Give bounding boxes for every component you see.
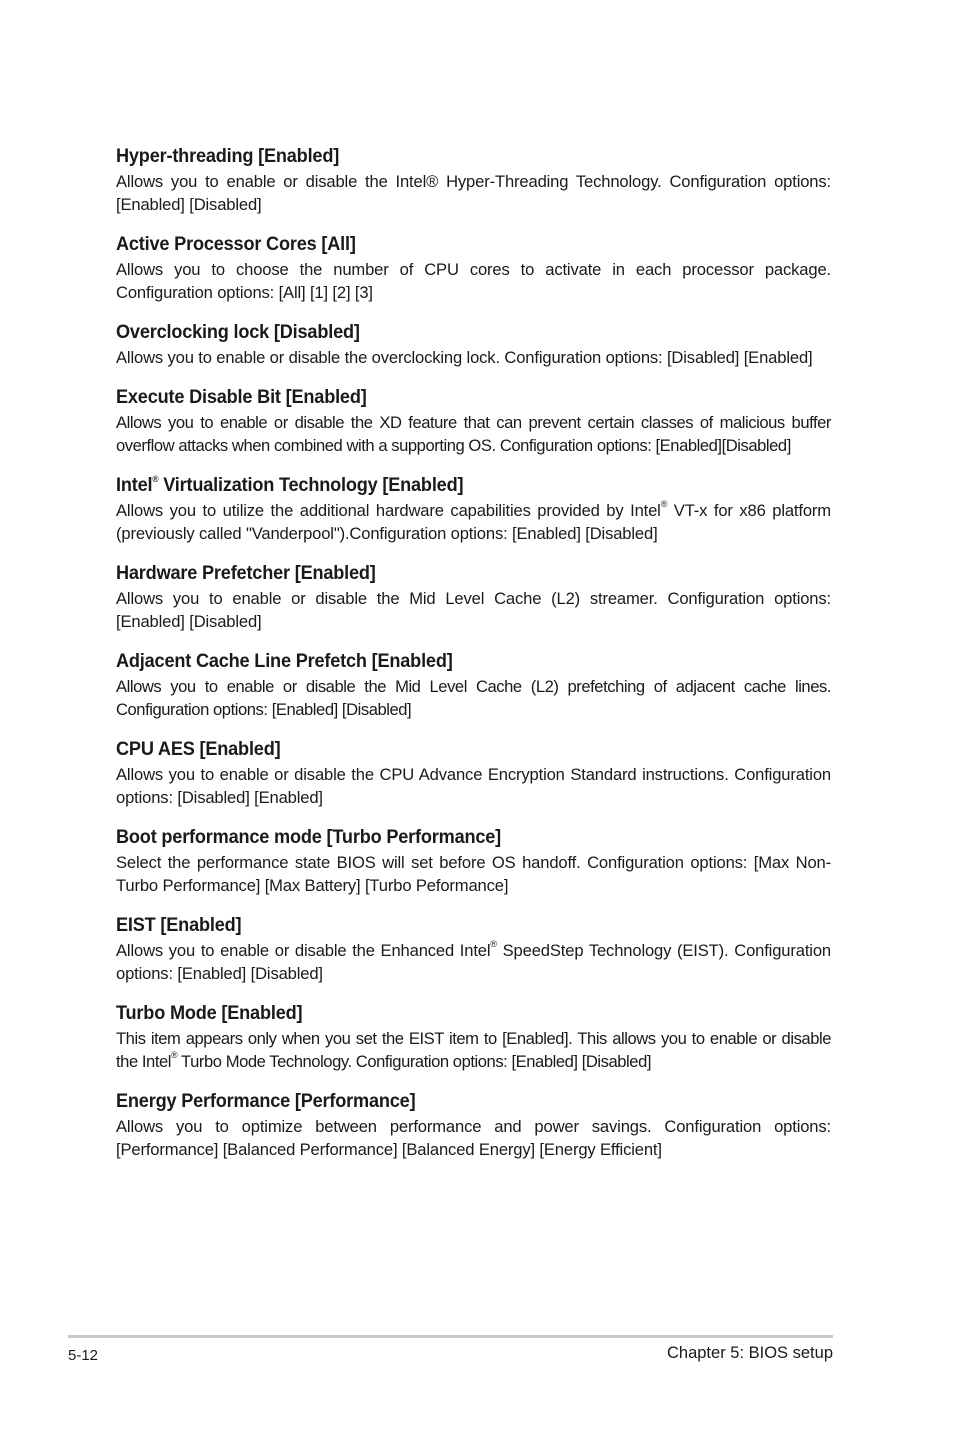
document-content [116,143,831,1176]
section-description: Allows you to enable or disable the Mid Level Cache (L2) prefetching of adjacent cache lines. Configuration options: [Enabled] [Disabled] [116,677,831,719]
section-description: Allows you to enable or disable the Intel® Hyper-Threading Technology. Configuration options: [Enabled] [Disabled] [116,172,831,214]
description-text: Turbo Mode Technology. Configuration options: [Enabled] [Disabled] [177,1052,652,1071]
section-cpu-aes [116,736,831,809]
section-intel-virtualization [116,472,831,545]
section-heading [116,472,781,498]
heading-text: Intel [116,474,153,496]
section-adjacent-cache-line-prefetch [116,648,831,721]
page-number: 5-12 [68,1347,99,1364]
section-heading: EIST [Enabled] [116,914,242,936]
section-heading: Adjacent Cache Line Prefetch [Enabled] [116,650,453,672]
section-heading: Hyper-threading [Enabled] [116,145,340,167]
description-text: Allows you to enable or disable the Enhanced Intel [116,941,491,960]
section-description: Allows you to enable or disable the overclocking lock. Configuration options: [Disabled] [Enabled] [116,348,813,367]
chapter-title: Chapter 5: BIOS setup [666,1344,833,1362]
registered-mark: ® [152,473,159,484]
section-heading: Active Processor Cores [All] [116,233,356,255]
section-heading: CPU AES [Enabled] [116,738,281,760]
description-text: Allows you to utilize the additional hardware capabilities provided by Intel [116,501,661,520]
section-hardware-prefetcher [116,560,831,633]
section-description: Allows you to enable or disable the Mid Level Cache (L2) streamer. Configuration options: [Enabled] [Disabled] [116,589,831,631]
registered-mark: ® [490,939,497,950]
section-heading: Turbo Mode [Enabled] [116,1002,303,1024]
section-active-processor-cores [116,231,831,304]
section-boot-performance-mode [116,824,831,897]
section-heading: Overclocking lock [Disabled] [116,321,360,343]
registered-mark: ® [171,1050,178,1061]
footer-divider [68,1335,833,1338]
registered-mark: ® [660,499,668,510]
section-heading: Energy Performance [Performance] [116,1090,416,1112]
heading-text: Virtualization Technology [Enabled] [158,474,464,496]
section-heading: Hardware Prefetcher [Enabled] [116,562,376,584]
section-energy-performance [116,1088,831,1161]
section-description: Allows you to optimize between performance and power savings. Configuration options: [Performance] [Balanced Performance] [Balanced Energy] [Energy Efficient] [116,1117,831,1159]
section-execute-disable-bit [116,384,831,457]
section-description: Allows you to choose the number of CPU cores to activate in each processor package. Configuration options: [All] [1] [2] [3] [116,260,831,302]
section-description [116,1027,831,1073]
section-heading: Execute Disable Bit [Enabled] [116,386,367,408]
section-description: Allows you to enable or disable the XD feature that can prevent certain classes of malicious buffer overflow attacks when combined with a supporting OS. Configuration options: [Enabled][Disabled] [116,413,831,455]
section-eist [116,912,831,985]
section-hyper-threading [116,143,831,216]
section-turbo-mode [116,1000,831,1073]
section-heading: Boot performance mode [Turbo Performance] [116,826,502,848]
description-text: SpeedStep Technology (EIST). Configuration options: [Enabled] [Disabled] [116,941,831,983]
section-description [116,499,831,545]
description-text: VT-x for x86 platform (previously called "Vanderpool").Configuration options: [Enabled] [Disabled] [116,501,831,543]
section-description: Select the performance state BIOS will set before OS handoff. Configuration options: [Max Non-Turbo Performance] [Max Battery] [Turbo Peformance] [116,853,831,895]
section-description: Allows you to enable or disable the CPU Advance Encryption Standard instructions. Configuration options: [Disabled] [Enabled] [116,765,831,807]
description-text: This item appears only when you set the EIST item to [Enabled]. This allows you to enable or disable the Intel [116,1029,831,1071]
section-overclocking-lock [116,319,831,369]
section-description [116,939,831,985]
